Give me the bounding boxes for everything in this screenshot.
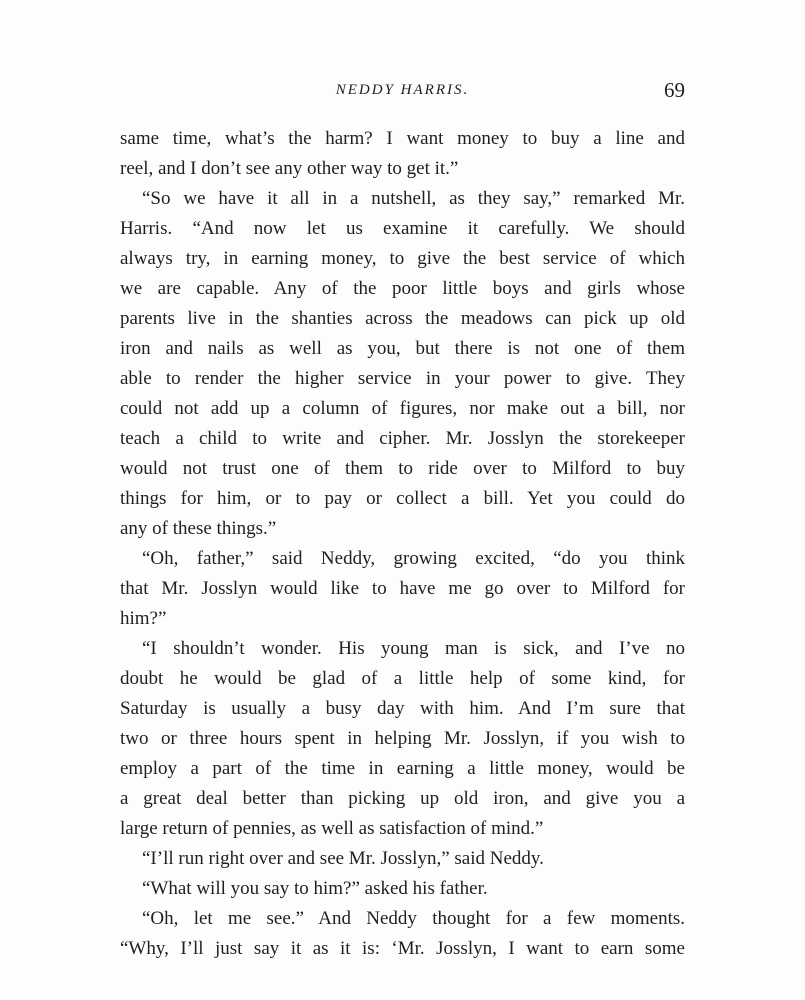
page-number: 69 [664,78,685,102]
text-line: “Why, I’ll just say it as it is: ‘Mr. Josslyn, I want to earn some [120,938,685,959]
text-line: employ a part of the time in earning a little money, would be [120,758,685,779]
text-line: reel, and I don’t see any other way to get it.” [120,158,459,179]
text-line: Saturday is usually a busy day with him. And I’m sure that [120,698,685,719]
text-line: that Mr. Josslyn would like to have me go over to Milford for [120,578,685,599]
text-line: large return of pennies, as well as satisfaction of mind.” [120,818,544,839]
text-line: able to render the higher service in your power to give. They [120,368,685,389]
running-title: NEDDY HARRIS. [335,82,470,98]
text-line: would not trust one of them to ride over to Milford to buy [120,458,685,479]
text-line: “Oh, let me see.” And Neddy thought for a few moments. [142,908,685,929]
text-line: parents live in the shanties across the meadows can pick up old [120,308,685,329]
body-text [120,124,685,964]
text-line: could not add up a column of figures, nor make out a bill, nor [120,398,685,419]
text-line: doubt he would be glad of a little help of some kind, for [120,668,685,689]
text-line: “Oh, father,” said Neddy, growing excited, “do you think [142,548,685,569]
text-line: we are capable. Any of the poor little boys and girls whose [120,278,685,299]
text-line: always try, in earning money, to give the best service of which [120,248,685,269]
text-line: Harris. “And now let us examine it carefully. We should [120,218,685,239]
text-line: “What will you say to him?” asked his father. [142,878,488,899]
text-line: iron and nails as well as you, but there is not one of them [120,338,685,359]
text-line: two or three hours spent in helping Mr. Josslyn, if you wish to [120,728,685,749]
text-line: any of these things.” [120,518,277,539]
text-line: a great deal better than picking up old iron, and give you a [120,788,685,809]
text-line: “I shouldn’t wonder. His young man is sick, and I’ve no [142,638,685,659]
text-line: “I’ll run right over and see Mr. Josslyn,” said Neddy. [142,848,544,869]
text-line: him?” [120,608,167,629]
text-line: “So we have it all in a nutshell, as they say,” remarked Mr. [142,188,685,209]
text-line: things for him, or to pay or collect a bill. Yet you could do [120,488,685,509]
text-line: teach a child to write and cipher. Mr. Josslyn the storekeeper [120,428,685,449]
running-head [120,78,685,108]
text-line: same time, what’s the harm? I want money to buy a line and [120,128,685,149]
